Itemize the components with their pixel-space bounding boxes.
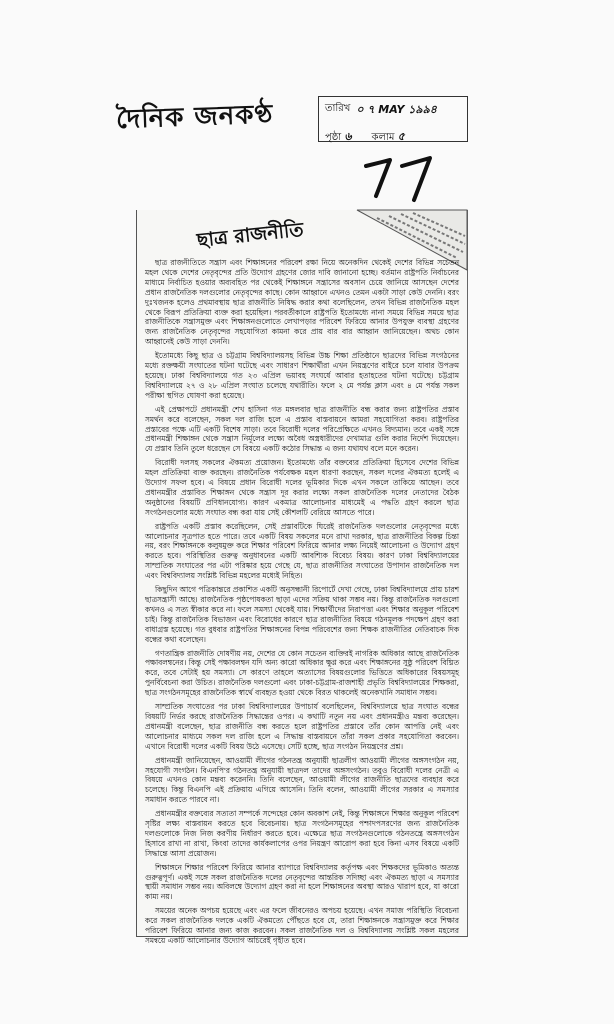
page-value: ৬ [344, 130, 352, 143]
date-label: তারিখ [325, 103, 351, 114]
article-paragraph: সময়ের অনেক অপচয় হয়েছে এবং এর ফলে জীবনেরও অপচয় হয়েছে। এখন সমাজ পরিস্থিতি বিবেচনা করে সকল রাজনৈতিক দলকে একটি ঐকমত্যে পৌঁছতে হবে যে, তারা শিক্ষাঙ্গনকে সন্ত্রাসমুক্ত করে শিক্ষার পরিবেশ ফিরিয়ে আনার জন্য কাজ করবেন। সকল রাজনৈতিক দল ও বিশ্ববিদ্যালয় সংশ্লিষ্ট সকল মহলের সমন্বয়ে একটি আলোচনার উদ্যোগ অচিরেই গৃহীত হবে। [145, 906, 459, 945]
article-paragraph: প্রধানমন্ত্রী জানিয়েছেন, আওয়ামী লীগের গঠনতন্ত্র অনুযায়ী ছাত্রলীগ আওয়ামী লীগের অঙ্গসংগঠন নয়, সহযোগী সংগঠন। বিএনপি'র গঠনতন্ত্র অনুযায়ী ছাত্রদল তাদের অঙ্গসংগঠন। তবুও বিরোধী দলের নেত্রী এ বিষয়ে এখনও কোন মন্তব্য করেননি। তিনি বলেছেন, আওয়ামী লীগের রাজনীতি ছাত্রদের ব্যবহার করে চলেছে। কিন্তু বিএনপি এই প্রক্রিয়ায় এগিয়ে আসেনি। তিনি বলেন, আওয়ামী লীগের সরকার এ সমস্যার সমাধান করতে পারবে না। [145, 755, 459, 805]
article-paragraph: শিক্ষাঙ্গনে শিক্ষার পরিবেশ ফিরিয়ে আনার ব্যাপারে বিশ্ববিদ্যালয় কর্তৃপক্ষ এবং শিক্ষকদের ভূমিকাও অত্যন্ত গুরুত্বপূর্ণ। একই সঙ্গে সকল রাজনৈতিক দলের নেতৃবৃন্দের আন্তরিক সদিচ্ছা এবং ঐকমত্য ছাড়া এ সমস্যার স্থায়ী সমাধান সম্ভব নয়। অবিলম্বে উদ্যোগ গ্রহণ করা না হলে শিক্ষাঙ্গনের অবস্থা আরও খারাপ হবে, যা কারো কাম্য নয়। [145, 862, 459, 902]
handwritten-number-text: 55 [362, 152, 364, 153]
date-value: ০ ৭ MAY ১৯৯৪ [356, 103, 437, 116]
newspaper-masthead: দৈনিক জনকণ্ঠ [115, 99, 274, 135]
article-paragraph: ছাত্র রাজনীতিতে সন্ত্রাস এবং শিক্ষাঙ্গনের পরিবেশ রক্ষা নিয়ে অনেকদিন থেকেই দেশের বিভিন্ন সচেতন মহল থেকে দেশের নেতৃবৃন্দের প্রতি উদ্যোগ গ্রহণের জোর দাবি জানানো হচ্ছে। বর্তমান রাষ্ট্রপতি নির্বাচনের মাধ্যমে নির্বাচিত হওয়ার অব্যবহিত পর থেকেই শিক্ষাঙ্গনে সন্ত্রাসের অবসান চেয়ে জানিয়ে আসছেন দেশের প্রধান রাজনৈতিক দলগুলোর নেতৃবৃন্দের কাছে। কোন আহ্বানে এখনও তেমন একটা সাড়া কেউ দেননি। বরং দুঃখজনক হলেও প্রথমাবস্থায় ছাত্র রাজনীতি নিষিদ্ধ করার কথা বলেছিলেন, তখন বিভিন্ন রাজনৈতিক মহল থেকে বিরূপ প্রতিক্রিয়া ব্যক্ত করা হয়েছিল। পরবর্তীকালে রাষ্ট্রপতি ইতোমধ্যে নানা সময়ে বিভিন্ন সময়ে ছাত্র রাজনীতিকে সন্ত্রাসমুক্ত এবং শিক্ষাঙ্গনগুলোতে লেখাপড়ার পরিবেশ ফিরিয়ে আনার উপযুক্ত ব্যবস্থা গ্রহণের জন্য রাজনৈতিক নেতৃবৃন্দের সহযোগিতা কামনা করে প্রায় বার বার আহ্বান জানিয়েছেন। অথচ কোন আহ্বানেই কেউ সাড়া দেননি। [145, 258, 459, 347]
article-clipping [136, 210, 468, 945]
article-paragraph: বিরোধী দলসহ সকলের ঐকমত্য প্রয়োজন। ইতোমধ্যে তাঁর বক্তব্যের প্রতিক্রিয়া হিসেবে দেশের বিভিন্ন মহল প্রতিক্রিয়া ব্যক্ত করছেন। রাজনৈতিক পর্যবেক্ষক মহল ধারণা করছেন, সকল দলের ঐকমত্য হলেই এ উদ্যোগ সফল হবে। এ বিষয়ে প্রধান বিরোধী দলের ভূমিকার দিকে এখন সকলে তাকিয়ে আছেন। তবে প্রধানমন্ত্রীর প্রস্তাবিত শিক্ষাঙ্গন থেকে সন্ত্রাস দূর করার লক্ষ্যে সকল রাজনৈতিক দলের নেতাদের বৈঠক অনুষ্ঠানের বিষয়টি প্রণিধানযোগ্য। কারণ একমাত্র আলোচনার মাধ্যমেই এ পদ্ধতি গ্রহণ করলে ছাত্র সংগঠনগুলোর মধ্যে সংঘাত বন্ধ করা যায় সেই কৌশলটি বেরিয়ে আসতে পারে। [145, 458, 459, 517]
article-headline: ছাত্র রাজনীতি [195, 218, 305, 252]
article-paragraph: রাষ্ট্রপতি একটি প্রস্তাব করেছিলেন, সেই প্রস্তাবটিকে ঘিরেই রাজনৈতিক দলগুলোর নেতৃবৃন্দের মধ্যে আলোচনার সূত্রপাত হতে পারে। তবে একটি বিষয় সকলের মনে রাখা দরকার, ছাত্র রাজনীতির বিকল্প চিন্তা নয়, বরং শিক্ষাঙ্গনকে কলুষমুক্ত করে শিক্ষার পরিবেশ ফিরিয়ে আনার লক্ষ্য নিয়েই আলোচনা ও উদ্যোগ গ্রহণ করতে হবে। পরিস্থিতির গুরুত্ব অনুধাবনের একটি আবশ্যিক বিবেচ্য বিষয়। কারণ ঢাকা বিশ্ববিদ্যালয়ের সাম্প্রতিক সংঘাতের পর এটা পরিষ্কার হয়ে গেছে যে, ছাত্র রাজনীতির সংঘাতের উপাদান রাজনৈতিক দল এবং বিশ্ববিদ্যালয় সংশ্লিষ্ট বিভিন্ন মহলের মধ্যেই নিহিত। [145, 521, 459, 581]
article-body [145, 258, 459, 945]
column-label: কলাম [371, 132, 395, 143]
handwritten-number [362, 152, 452, 204]
page-field [325, 128, 352, 147]
page-label: পৃষ্ঠা [325, 132, 342, 143]
article-paragraph: এই প্রেক্ষাপটে প্রধানমন্ত্রী শেখ হাসিনা গত মঙ্গলবার ছাত্র রাজনীতি বন্ধ করার জন্য রাষ্ট্রপতির প্রস্তাব সমর্থন করে বলেছেন, সকল দল রাজি হলে এ প্রস্তাব বাস্তবায়নে আমরা সহযোগিতা করব। রাষ্ট্রপতির প্রস্তাবের পক্ষে এটি একটি বিশেষ সাড়া। তবে বিরোধী দলের পরিপ্রেক্ষিতে এখনও বিদ্যমান। তবে একই সঙ্গে প্রধানমন্ত্রী শিক্ষাঙ্গন থেকে সন্ত্রাস নির্মূলের লক্ষ্যে অবৈধ অস্ত্রধারীদের দেখামাত্র গুলি করার নির্দেশ দিয়েছেন। যে প্রস্তাব তিনি তুলে ধরেছেন সে বিষয়ে একটি কঠোর সিদ্ধান্ত এ জন্য যথাযথ বলে মনে করেন। [145, 404, 459, 454]
article-paragraph: সাম্প্রতিক সংঘাতের পর ঢাকা বিশ্ববিদ্যালয়ের উপাচার্য বলেছিলেন, বিশ্ববিদ্যালয়ে ছাত্র সংঘাত বন্ধের বিষয়টি নির্ভর করছে রাজনৈতিক সিদ্ধান্তের ওপর। এ কথাটি নতুন নয় এবং প্রধানমন্ত্রীও মন্তব্য করেছেন। প্রধানমন্ত্রী বলেছেন, ছাত্র রাজনীতি বন্ধ করতে হলে রাষ্ট্রপতির প্রস্তাবে তাঁর কোন আপত্তি নেই এবং আলোচনার মাধ্যমে সকল দল রাজি হলে এ সিদ্ধান্ত বাস্তবায়নে তাঁরা সকল প্রকার সহযোগিতা করবেন। এখানে বিরোধী দলের একটি বিষয় উঠে এসেছে। সেটি হচ্ছে, ছাত্র সংগঠন নিয়ন্ত্রণের প্রশ্ন। [145, 702, 459, 751]
article-paragraph: ইতোমধ্যে কিছু ছাত্র ও চট্টগ্রাম বিশ্ববিদ্যালয়সহ বিভিন্ন উচ্চ শিক্ষা প্রতিষ্ঠানে ছাত্রদের বিভিন্ন সংগঠনের মধ্যে রক্তক্ষয়ী সংঘাতের ঘটনা ঘটেছে এবং সাধারণ শিক্ষার্থীরা এখন নিয়ন্ত্রণের বাইরে চলে যাবার উপক্রম হয়েছে। ঢাকা বিশ্ববিদ্যালয়ে গত ২৩ এপ্রিল ভয়াবহ সংঘর্ষে আবার হতাহতের ঘটনা ঘটেছে। চট্টগ্রাম বিশ্ববিদ্যালয়ে ২৭ ও ২৮ এপ্রিল সংঘাত চলেছে যথারীতি। ফলে ২ মে পর্যন্ত ক্লাস এবং ৪ মে পর্যন্ত সকল পরীক্ষা স্থগিত ঘোষণা করা হয়েছে। [145, 351, 459, 400]
article-paragraph: প্রধানমন্ত্রীর বক্তব্যের সত্যতা সম্পর্কে সন্দেহের কোন অবকাশ নেই, কিন্তু শিক্ষাঙ্গনে শিক্ষার অনুকূল পরিবেশ সৃষ্টির লক্ষ্য বাস্তবায়ন করতে হবে বিবেচনায়। ছাত্র সংগঠনসমূহের পশ্চাদপসরণের জন্য রাজনৈতিক দলগুলোকে নিজ নিজ করণীয় নির্ধারণ করতে হবে। এক্ষেত্রে ছাত্র সংগঠনগুলোকে গঠনতন্ত্রে অঙ্গসংগঠন হিসাবে রাখা না রাখা, কিংবা তাদের কার্যকলাপের ওপর নিয়ন্ত্রণ আরোপ করা হবে কিনা এসব বিষয়ে একটি সিদ্ধান্তে আসা প্রয়োজন। [145, 809, 459, 858]
column-value: ৫ [397, 130, 405, 143]
clipping-stamp [318, 96, 468, 142]
article-paragraph: কিছুদিন আগে পত্রিকান্তরে প্রকাশিত একটি অনুসন্ধানী রিপোর্টে দেখা গেছে, ঢাকা বিশ্ববিদ্যালয়ে প্রায় চারশ ছাত্রসন্ত্রাসী আছে। রাজনৈতিক পৃষ্ঠপোষকতা ছাড়া এদের সক্রিয় থাকা সম্ভব নয়। কিন্তু রাজনৈতিক দলগুলো কখনও এ সত্য স্বীকার করে না। ফলে সমস্যা থেকেই যায়। শিক্ষার্থীদের নিরাপত্তা এবং শিক্ষার অনুকূল পরিবেশ চাই। কিন্তু রাজনৈতিক বিভাজন এবং বিরোধের কারণে ছাত্র রাজনীতির বিষয়ে গঠনমূলক পদক্ষেপ গ্রহণ করা বাধাগ্রস্ত হয়েছে। গত বুধবার রাষ্ট্রপতির শিক্ষাঙ্গনের বিপন্ন পরিবেশের জন্য শিক্ষক রাজনীতির নেতিবাচক দিক বন্ধের কথা বলেছেন। [145, 585, 459, 644]
article-paragraph: গণতান্ত্রিক রাজনীতি দোষণীয় নয়, দেশের যে কোন সচেতন ব্যক্তিরই নাগরিক অধিকার আছে রাজনৈতিক পক্ষাবলম্বনের। কিন্তু সেই পক্ষাবলম্বন যদি অন্য কারো অধিকার ক্ষুণ্ণ করে এবং শিক্ষাঙ্গনের সুষ্ঠু পরিবেশ বিঘ্নিত করে, তবে সেটাই হয় সমস্যা। সে কারণে তাহলে অত্যাসের বিষয়গুলোর ভিত্তিতে অধিকারের বিষয়সমূহ পুনর্বিবেচনা করা উচিত। রাজনৈতিক দলগুলো এবং ঢাকা-চট্টগ্রাম-রাজশাহী প্রভৃতি বিশ্ববিদ্যালয়ের শিক্ষকরা, ছাত্র সংগঠনসমূহের রাজনৈতিক স্বার্থে ব্যবহৃত হওয়া থেকে বিরত থাকলেই অনেকখানি সমাধান সম্ভব। [145, 648, 459, 698]
column-field [372, 128, 405, 147]
